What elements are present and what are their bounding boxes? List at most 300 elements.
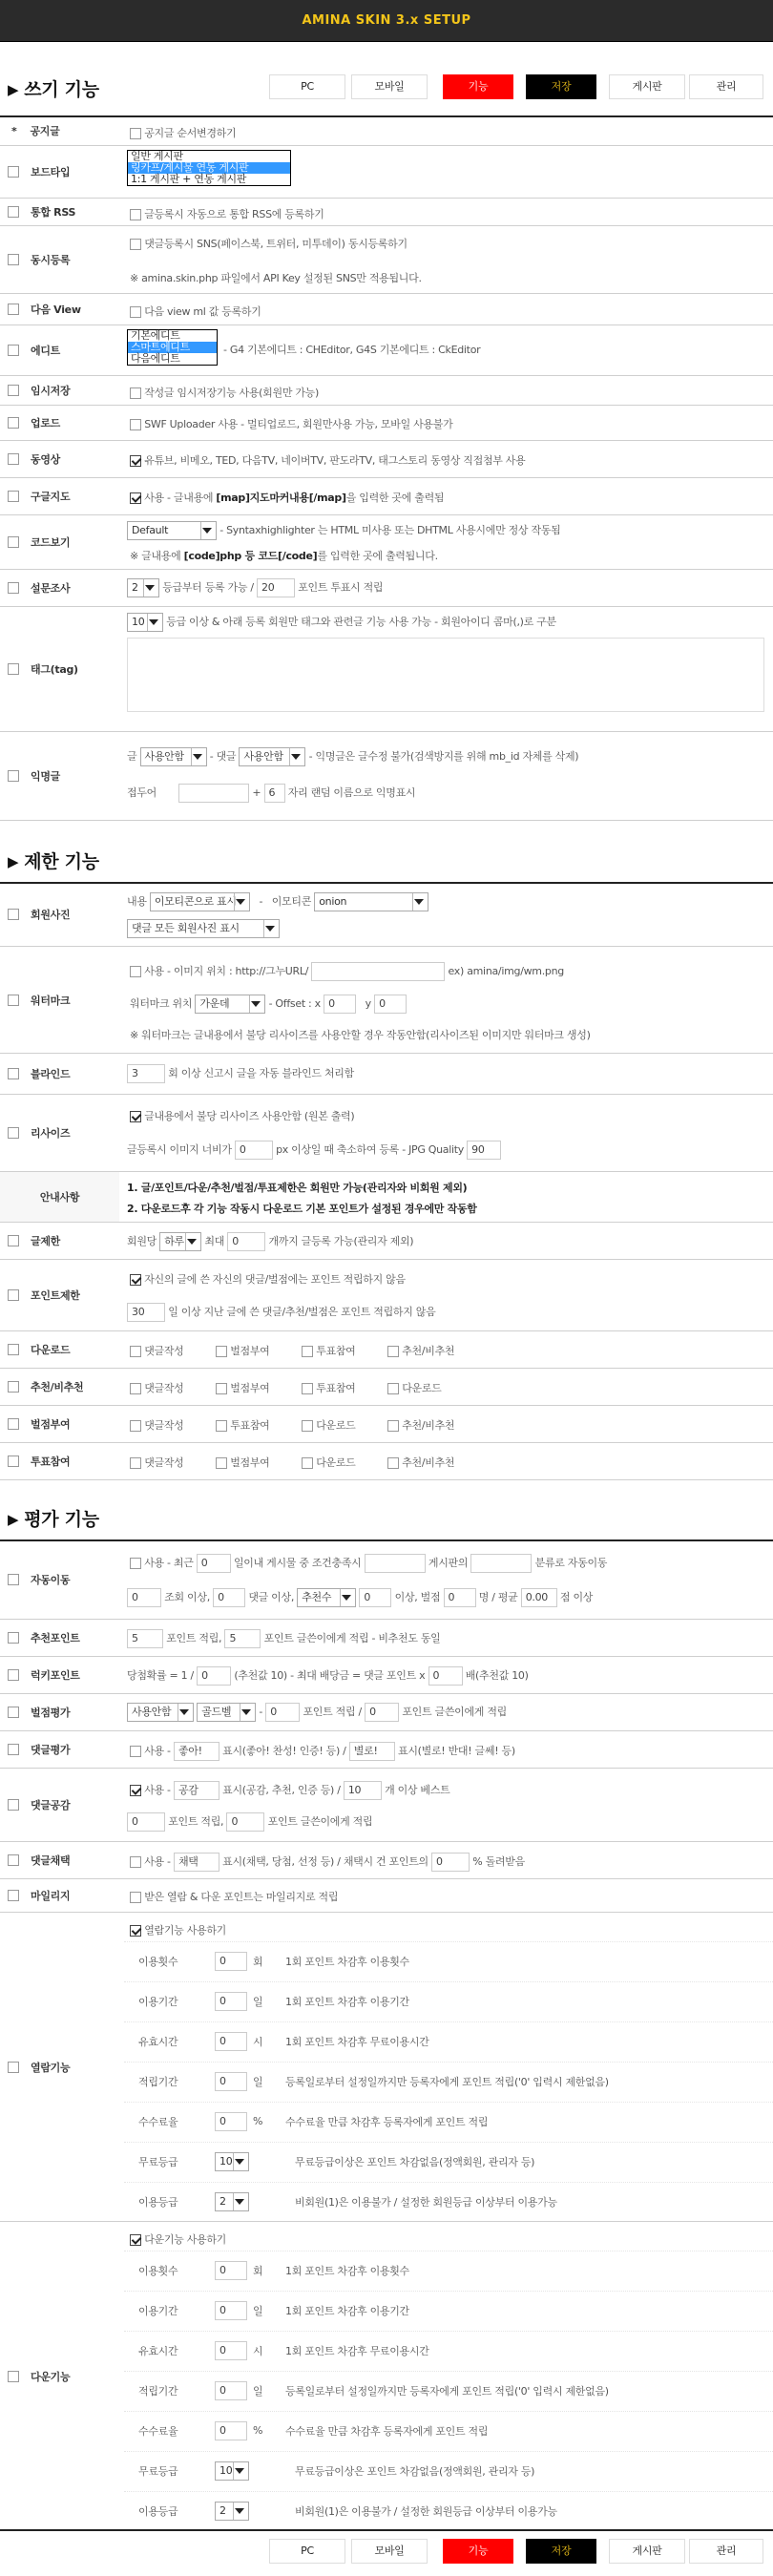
row-guide	[0, 1172, 773, 1222]
readf-subrow-desc: 등록일로부터 설정일까지만 등록자에게 포인트 적립('0' 입력시 제한없음)	[285, 2075, 609, 2088]
vote-checkbox[interactable]	[8, 1456, 19, 1467]
row-automove	[0, 1540, 773, 1619]
view-text: 다음 view ml 값 등록하기	[144, 305, 261, 318]
reply-sym-text2: 표시(공감, 추천, 인증 등) /	[222, 1784, 341, 1796]
automove-text-g: 댓글 이상,	[248, 1591, 295, 1603]
row-upload	[0, 406, 773, 440]
boardtype-option[interactable]: 일반 게시판	[131, 150, 183, 162]
blind-checkbox[interactable]	[8, 1068, 19, 1079]
downf-subrow-desc: 1회 포인트 차감후 이용횟수	[285, 2264, 409, 2277]
readf-subrow-label: 유효시간	[138, 2035, 178, 2048]
downf-checkbox[interactable]	[8, 2371, 19, 2382]
downf-subrow-input[interactable]: 0	[215, 2381, 247, 2400]
recpoint-writer-input[interactable]: 5	[224, 1629, 261, 1648]
board-button[interactable]: 게시판	[609, 74, 685, 99]
download-opt-checkbox[interactable]	[216, 1346, 227, 1357]
watermark-use-checkbox[interactable]	[130, 966, 141, 977]
automove-board-input[interactable]	[365, 1554, 426, 1573]
row-reply-sym	[0, 1769, 773, 1841]
label-blind: 블라인드	[31, 1068, 71, 1080]
label-sns: 동시등록	[31, 254, 71, 266]
survey-checkbox[interactable]	[8, 582, 19, 594]
notice-order-checkbox[interactable]	[130, 128, 141, 139]
editor-option-selected[interactable]: 스마트에디트	[128, 342, 217, 353]
label-reply-adopt: 댓글채택	[31, 1854, 71, 1867]
vote-opt-label: 추천/비추천	[402, 1456, 455, 1469]
limitw-text2: 최대	[204, 1235, 225, 1247]
reply-sym-checkbox[interactable]	[8, 1799, 19, 1811]
lucky-mult-input[interactable]: 0	[428, 1666, 463, 1686]
manage-button[interactable]: 관리	[689, 74, 763, 99]
row-penalty-eval	[0, 1694, 773, 1730]
readf-head: 열람기능 사용하기	[144, 1924, 227, 1937]
vote-opt-label: 다운로드	[316, 1456, 356, 1469]
label-vote: 투표참여	[31, 1456, 71, 1468]
download-opt-checkbox[interactable]	[302, 1346, 313, 1357]
code-text: - Syntaxhighlighter 는 HTML 미사용 또는 DHTML 사용시에만 정상 작동됨	[219, 524, 561, 536]
vote-opt-checkbox[interactable]	[216, 1457, 227, 1469]
readf-subrow-desc: 1회 포인트 차감후 무료이용시간	[285, 2035, 429, 2048]
recpoint-text2: 포인트 글쓴이에게 적립 - 비추천도 동일	[263, 1632, 441, 1644]
lucky-prob-input[interactable]: 0	[197, 1666, 231, 1686]
row-reply-eval	[0, 1731, 773, 1768]
row-resize	[0, 1095, 773, 1171]
tag-member-textarea[interactable]	[127, 638, 764, 712]
resize-width-input[interactable]: 0	[235, 1141, 273, 1160]
vote-opt-checkbox[interactable]	[302, 1457, 313, 1469]
download-opt-label: 추천/비추천	[402, 1345, 455, 1357]
penalty-opt-label: 추천/비추천	[402, 1419, 455, 1432]
reply-eval-checkbox[interactable]	[8, 1744, 19, 1755]
automove-text-h: 이상, 벌점	[394, 1591, 441, 1603]
anon-digits-input[interactable]: 6	[264, 784, 285, 803]
download-opt-label: 댓글작성	[144, 1345, 184, 1357]
automove-penalty-input[interactable]: 0	[444, 1588, 476, 1607]
readf-subrow-input[interactable]: 0	[215, 2072, 247, 2091]
downf-subrow-unit: 일	[253, 2304, 263, 2317]
readf-subrow	[124, 1941, 773, 1980]
watermark-text: 사용 - 이미지 위치 : http://그누URL/	[144, 965, 309, 977]
sns-note: ※ amina.skin.php 파일에서 API Key 설정된 SNS만 적용됩니다.	[130, 272, 422, 284]
label-temp: 임시저장	[31, 385, 71, 397]
limitw-max-input[interactable]: 0	[227, 1232, 265, 1251]
readf-subrow-input[interactable]: 0	[215, 2112, 247, 2131]
resize-text3: px 이상일 때 축소하여 등록 - JPG Quality	[276, 1143, 464, 1156]
boardtype-option-selected[interactable]: 링카프/게시물 연동 게시판	[128, 162, 290, 174]
row-notice: * 공지글 공지글 순서변경하기	[11, 124, 237, 139]
code-style-select[interactable]: Default	[127, 521, 217, 540]
boardtype-option[interactable]: 1:1 게시판 + 연동 게시판	[131, 173, 247, 185]
downf-subrow-unit: 일	[253, 2384, 263, 2398]
download-opt-label: 벌점부여	[230, 1345, 270, 1357]
vote-opt-checkbox[interactable]	[387, 1457, 399, 1469]
code-note-code: [code]php 등 코드[/code]	[183, 550, 318, 562]
reply-adopt-label-input[interactable]: 채택	[174, 1853, 219, 1872]
watermark-offset-label: - Offset : x	[268, 997, 321, 1010]
row-watermark	[0, 947, 773, 1053]
label-lucky: 럭키포인트	[31, 1669, 80, 1682]
automove-hit-input[interactable]: 0	[127, 1588, 161, 1607]
gmap-code: [map]지도마커내용[/map]	[216, 492, 346, 504]
manage-button-bottom[interactable]: 관리	[689, 2539, 763, 2564]
sns-register-checkbox[interactable]	[130, 239, 141, 250]
resize-disable-checkbox[interactable]	[130, 1111, 141, 1122]
plimit-self-checkbox[interactable]	[130, 1274, 141, 1286]
label-penalty: 벌점부여	[31, 1418, 71, 1431]
upload-swf-checkbox[interactable]	[130, 419, 141, 430]
anon-checkbox[interactable]	[8, 770, 19, 782]
reply-adopt-checkbox[interactable]	[8, 1854, 19, 1866]
row-mileage	[0, 1879, 773, 1912]
penalty-eval-icon-select[interactable]: 골드벨	[197, 1703, 256, 1722]
automove-text-a: 사용 - 최근	[144, 1557, 194, 1569]
label-video: 동영상	[31, 453, 60, 466]
photo-checkbox[interactable]	[8, 909, 19, 920]
label-readf: 열람기능	[31, 2061, 71, 2074]
lucky-text3: 배(추천값 10)	[465, 1669, 529, 1682]
penalty-opt-label: 다운로드	[316, 1419, 356, 1432]
readf-subrow-unit: 회	[253, 1955, 263, 1968]
blind-text: 회 이상 신고시 글을 자동 블라인드 처리함	[168, 1067, 354, 1079]
plimit-days-input[interactable]: 30	[127, 1303, 165, 1322]
anon-prefix-input[interactable]	[178, 784, 249, 803]
label-editor: 에디트	[31, 345, 60, 357]
downf-subrow	[124, 2411, 773, 2450]
automove-good-input[interactable]: 0	[359, 1588, 391, 1607]
function-button-bottom[interactable]: 기능	[443, 2539, 513, 2564]
code-note-post: 를 입력한 곳에 출력됩니다.	[317, 550, 438, 562]
mobile-button-bottom[interactable]: 모바일	[351, 2539, 428, 2564]
readf-subrow-select[interactable]: 2	[215, 2192, 249, 2211]
label-reply-eval: 댓글평가	[31, 1744, 71, 1756]
recommend-opt-checkbox[interactable]	[302, 1383, 313, 1394]
readf-subrow-input[interactable]: 0	[215, 2032, 247, 2051]
upload-checkbox[interactable]	[8, 417, 19, 429]
gmap-text-post: 을 입력한 곳에 출력됨	[345, 492, 445, 504]
row-survey	[0, 570, 773, 606]
row-lucky	[0, 1657, 773, 1693]
watermark-checkbox[interactable]	[8, 995, 19, 1006]
editor-text: - G4 기본에디트 : CHEditor, G4S 기본에디트 : CkEditor	[223, 344, 481, 356]
recommend-opt-label: 댓글작성	[144, 1382, 184, 1394]
readf-subrow-input[interactable]: 0	[215, 1952, 247, 1971]
recommend-opt-checkbox[interactable]	[216, 1383, 227, 1394]
readf-subrow	[124, 1981, 773, 2021]
penalty-checkbox[interactable]	[8, 1418, 19, 1430]
watermark-y-label: y	[365, 997, 371, 1010]
mobile-button[interactable]: 모바일	[351, 74, 428, 99]
readf-subrow-label: 이용기간	[138, 1995, 178, 2008]
recommend-opt-checkbox[interactable]	[130, 1383, 141, 1394]
recpoint-checkbox[interactable]	[8, 1632, 19, 1644]
watermark-note: ※ 워터마크는 글내용에서 불당 리사이즈를 사용안할 경우 작동안함(리사이즈된 이미지만 워터마크 생성)	[130, 1029, 591, 1041]
pc-button[interactable]: PC	[269, 74, 345, 99]
penalty-eval-writer-input[interactable]: 0	[365, 1703, 399, 1722]
readf-subrow-label: 이용등급	[138, 2195, 178, 2209]
readf-subrow-input[interactable]: 0	[215, 1992, 247, 2011]
label-notice: 공지글	[30, 125, 60, 137]
reply-eval-text2: 표시(좋아! 찬성! 인증! 등) /	[222, 1745, 346, 1757]
resize-checkbox[interactable]	[8, 1127, 19, 1139]
anon-label-post: 글	[127, 750, 137, 763]
mileage-checkbox[interactable]	[8, 1890, 19, 1901]
reply-sym-text4: 포인트 적립,	[168, 1815, 224, 1828]
recpoint-give-input[interactable]: 5	[127, 1629, 163, 1648]
label-recpoint: 추천포인트	[31, 1632, 80, 1644]
recommend-checkbox[interactable]	[8, 1381, 19, 1393]
mileage-use-checkbox[interactable]	[130, 1892, 141, 1903]
readf-subrow-label: 무료등급	[138, 2155, 178, 2168]
anon-post-select[interactable]: 사용안함	[140, 747, 207, 766]
gmap-use-checkbox[interactable]	[130, 492, 141, 504]
reply-eval-text3: 표시(별로! 반대! 글쎄! 등)	[398, 1745, 515, 1757]
downf-head: 다운기능 사용하기	[144, 2233, 227, 2246]
penalty-opt-checkbox[interactable]	[216, 1420, 227, 1432]
reply-sym-text3: 개 이상 베스트	[385, 1784, 450, 1796]
automove-category-input[interactable]	[470, 1554, 532, 1573]
readf-subrow-desc: 무료등급이상은 포인트 차감없음(정액회원, 관리자 등)	[295, 2155, 535, 2168]
watermark-pos-select[interactable]: 가운데	[195, 995, 265, 1014]
temp-save-checkbox[interactable]	[130, 387, 141, 399]
survey-level-select[interactable]: 2	[127, 578, 159, 597]
photo-reply-select[interactable]: 댓글 모든 회원사진 표시	[127, 919, 280, 938]
rss-register-checkbox[interactable]	[130, 209, 141, 220]
readf-checkbox[interactable]	[8, 2062, 19, 2073]
block-readf	[0, 1913, 773, 2221]
downf-subrow-input[interactable]: 0	[215, 2421, 247, 2440]
download-opt-checkbox[interactable]	[130, 1346, 141, 1357]
label-automove: 자동이동	[31, 1574, 71, 1586]
label-photo: 회원사진	[31, 909, 71, 921]
row-gmap	[0, 478, 773, 514]
recommend-opt-label: 투표참여	[316, 1382, 356, 1394]
automove-avg-input[interactable]: 0.00	[521, 1588, 557, 1607]
downf-subrow	[124, 2251, 773, 2290]
vote-opt-label: 벌점부여	[230, 1456, 270, 1469]
automove-reply-input[interactable]: 0	[213, 1588, 245, 1607]
reply-adopt-rate-input[interactable]: 0	[431, 1853, 470, 1872]
section-title-write: ▶ 쓰기 기능	[8, 79, 99, 100]
label-rss: 통합 RSS	[31, 206, 76, 219]
section-title-limit: ▶ 제한 기능	[8, 851, 99, 872]
readf-enable-checkbox[interactable]	[130, 1925, 141, 1937]
reply-sym-text5: 포인트 글쓴이에게 적립	[267, 1815, 373, 1828]
photo-content-label: 내용	[127, 895, 147, 908]
downf-subrow-desc: 등록일로부터 설정일까지만 등록자에게 포인트 적립('0' 입력시 제한없음)	[285, 2384, 609, 2398]
downf-subrow-label: 수수료율	[138, 2424, 178, 2438]
penalty-eval-point-input[interactable]: 0	[265, 1703, 300, 1722]
editor-option[interactable]: 기본에디트	[131, 329, 180, 342]
penalty-opt-checkbox[interactable]	[130, 1420, 141, 1432]
readf-subrow	[124, 2182, 773, 2221]
editor-option[interactable]: 다음에디트	[131, 352, 180, 365]
function-button[interactable]: 기능	[443, 74, 513, 99]
reply-sym-point-input[interactable]: 0	[127, 1812, 165, 1832]
row-rss	[0, 199, 773, 225]
penalty-eval-text2: 포인트 적립 /	[303, 1706, 362, 1718]
reply-sym-best-input[interactable]: 10	[344, 1781, 382, 1800]
readf-subrow-desc: 1회 포인트 차감후 이용기간	[285, 1995, 409, 2008]
anon-text: - 익명글은 글수정 불가(검색방지를 위해 mb_id 자체를 삭제)	[308, 750, 579, 763]
reply-eval-bad-input[interactable]: 별로!	[349, 1742, 395, 1761]
sns-checkbox[interactable]	[8, 254, 19, 265]
boardtype-listbox[interactable]	[127, 150, 291, 186]
penalty-opt-checkbox[interactable]	[387, 1420, 399, 1432]
temp-text: 작성글 임시저장기능 사용(회원만 가능)	[144, 387, 319, 399]
automove-use-checkbox[interactable]	[130, 1558, 141, 1569]
reply-eval-good-input[interactable]: 좋아!	[174, 1742, 219, 1761]
resize-text1: 글내용에서 불당 리사이즈 사용안함 (원본 출력)	[144, 1110, 355, 1122]
recommend-opt-label: 다운로드	[402, 1382, 442, 1394]
download-opt-label: 투표참여	[316, 1345, 356, 1357]
row-limitw	[0, 1223, 773, 1259]
downf-subrow-desc: 수수료율 만큼 차감후 등록자에게 포인트 적립	[285, 2424, 489, 2438]
label-anon: 익명글	[31, 770, 60, 783]
recpoint-text1: 포인트 적립,	[166, 1632, 222, 1644]
gmap-checkbox[interactable]	[8, 491, 19, 502]
limitw-period-select[interactable]: 하루	[159, 1232, 201, 1251]
label-limitw: 글제한	[31, 1235, 60, 1247]
label-code: 코드보기	[31, 536, 71, 549]
penalty-eval-dash: -	[259, 1706, 263, 1718]
label-gmap: 구글지도	[31, 491, 71, 503]
resize-quality-input[interactable]: 90	[467, 1141, 501, 1160]
readf-subrow	[124, 2021, 773, 2061]
board-button-bottom[interactable]: 게시판	[609, 2539, 685, 2564]
anon-label-reply: - 댓글	[209, 750, 237, 763]
survey-text-post: 포인트 투표시 적립	[298, 581, 384, 594]
view-checkbox[interactable]	[8, 304, 19, 315]
automove-text-f: 조회 이상,	[164, 1591, 210, 1603]
vote-opt-checkbox[interactable]	[130, 1457, 141, 1469]
downf-subrow-unit: %	[253, 2424, 263, 2437]
row-editor	[0, 325, 773, 375]
label-survey: 설문조사	[31, 582, 71, 595]
label-penalty-eval: 벌점평가	[31, 1707, 71, 1719]
readf-subrow-label: 이용횟수	[138, 1955, 178, 1968]
save-button-bottom[interactable]: 저장	[526, 2539, 596, 2564]
penalty-opt-checkbox[interactable]	[302, 1420, 313, 1432]
label-upload: 업로드	[31, 417, 60, 429]
downf-subrow-label: 유효시간	[138, 2344, 178, 2357]
photo-content-select[interactable]: 이모티콘으로 표시	[150, 892, 250, 911]
plimit-checkbox[interactable]	[8, 1289, 19, 1301]
reply-adopt-text3: % 돌려받음	[472, 1855, 525, 1868]
downf-subrow-desc: 1회 포인트 차감후 무료이용시간	[285, 2344, 429, 2357]
label-mileage: 마일리지	[31, 1890, 71, 1902]
reply-adopt-use-checkbox[interactable]	[130, 1856, 141, 1868]
reply-adopt-text1: 사용 -	[144, 1855, 171, 1868]
reply-adopt-text2: 표시(채택, 당첨, 선정 등) / 채택시 건 포인트의	[222, 1855, 428, 1868]
reply-sym-writer-input[interactable]: 0	[226, 1812, 264, 1832]
watermark-path-input[interactable]	[311, 962, 445, 981]
survey-point-input[interactable]: 20	[257, 578, 295, 597]
lucky-checkbox[interactable]	[8, 1669, 19, 1681]
editor-checkbox[interactable]	[8, 345, 19, 356]
label-boardtype: 보드타입	[31, 166, 71, 178]
download-opt-checkbox[interactable]	[387, 1346, 399, 1357]
editor-listbox[interactable]	[127, 329, 218, 366]
temp-checkbox[interactable]	[8, 385, 19, 396]
penalty-eval-checkbox[interactable]	[8, 1707, 19, 1718]
readf-subrow-desc: 수수료율 만큼 차감후 등록자에게 포인트 적립	[285, 2115, 489, 2128]
view-register-checkbox[interactable]	[130, 306, 141, 318]
penalty-eval-text3: 포인트 글쓴이에게 적립	[402, 1706, 507, 1718]
code-checkbox[interactable]	[8, 536, 19, 548]
watermark-y-input[interactable]: 0	[374, 995, 407, 1014]
downf-subrow-desc: 1회 포인트 차감후 이용기간	[285, 2304, 409, 2317]
downf-subrow	[124, 2371, 773, 2410]
limitw-checkbox[interactable]	[8, 1235, 19, 1246]
downf-subrow-select[interactable]: 2	[215, 2502, 249, 2521]
row-penalty	[0, 1406, 773, 1442]
row-plimit	[0, 1260, 773, 1330]
vote-opt-label: 댓글작성	[144, 1456, 184, 1469]
downf-subrow-input[interactable]: 0	[215, 2341, 247, 2360]
downf-subrow-desc: 비회원(1)은 이용불가 / 설정한 회원등급 이상부터 이용가능	[295, 2504, 557, 2518]
watermark-x-input[interactable]: 0	[324, 995, 356, 1014]
row-reply-adopt	[0, 1842, 773, 1878]
reply-eval-text1: 사용 -	[144, 1745, 171, 1757]
reply-sym-text1: 사용 -	[144, 1784, 171, 1796]
rss-checkbox[interactable]	[8, 206, 19, 218]
automove-checkbox[interactable]	[8, 1574, 19, 1585]
tag-level-select[interactable]: 10	[127, 613, 163, 632]
downf-subrow-input[interactable]: 0	[215, 2261, 247, 2280]
row-recpoint	[0, 1620, 773, 1656]
video-attach-checkbox[interactable]	[130, 455, 141, 467]
boardtype-checkbox[interactable]	[8, 166, 19, 178]
readf-subrow-desc: 비회원(1)은 이용불가 / 설정한 회원등급 이상부터 이용가능	[295, 2195, 557, 2209]
pc-button-bottom[interactable]: PC	[269, 2539, 345, 2564]
automove-text-i: 명 / 평균	[478, 1591, 518, 1603]
save-button[interactable]: 저장	[526, 74, 596, 99]
download-checkbox[interactable]	[8, 1344, 19, 1355]
downf-subrow-input[interactable]: 0	[215, 2301, 247, 2320]
readf-subrow	[124, 2062, 773, 2101]
penalty-opt-label: 투표참여	[230, 1419, 270, 1432]
penalty-eval-use-select[interactable]: 사용안함	[127, 1703, 194, 1722]
blind-count-input[interactable]: 3	[127, 1064, 165, 1083]
upload-text: SWF Uploader 사용 - 멀티업로드, 회원만사용 가능, 모바일 사용불가	[144, 418, 453, 430]
row-photo	[0, 883, 773, 946]
label-download: 다운로드	[31, 1344, 71, 1356]
downf-subrow-select[interactable]: 10	[215, 2461, 249, 2481]
automove-days-input[interactable]: 0	[197, 1554, 231, 1573]
label-view: 다음 View	[31, 304, 81, 316]
anon-plus: +	[252, 786, 261, 799]
video-text: 유튜브, 비메오, TED, 다음TV, 네이버TV, 판도라TV, 태그스토리 동영상 직접첨부 사용	[144, 454, 526, 467]
anon-reply-select[interactable]: 사용안함	[239, 747, 305, 766]
reply-sym-use-checkbox[interactable]	[130, 1785, 141, 1796]
label-resize: 리사이즈	[31, 1127, 71, 1140]
survey-text-mid: 등급부터 등록 가능 /	[162, 581, 254, 594]
tag-checkbox[interactable]	[8, 663, 19, 675]
downf-subrow-unit: 시	[253, 2344, 263, 2357]
plimit-text1: 자신의 글에 쓴 자신의 댓글/벌점에는 포인트 적립하지 않음	[144, 1273, 406, 1286]
recommend-opt-label: 벌점부여	[230, 1382, 270, 1394]
label-downf: 다운기능	[31, 2370, 71, 2383]
recommend-opt-checkbox[interactable]	[387, 1383, 399, 1394]
automove-type-select[interactable]: 추천수	[297, 1588, 356, 1607]
readf-subrow-select[interactable]: 10	[215, 2152, 249, 2171]
photo-emoticon-select[interactable]: onion	[314, 892, 428, 911]
reply-eval-use-checkbox[interactable]	[130, 1746, 141, 1757]
video-checkbox[interactable]	[8, 453, 19, 465]
reply-sym-label-input[interactable]: 공감	[174, 1781, 219, 1800]
section-title-eval: ▶ 평가 기능	[8, 1509, 99, 1530]
downf-enable-checkbox[interactable]	[130, 2234, 141, 2246]
